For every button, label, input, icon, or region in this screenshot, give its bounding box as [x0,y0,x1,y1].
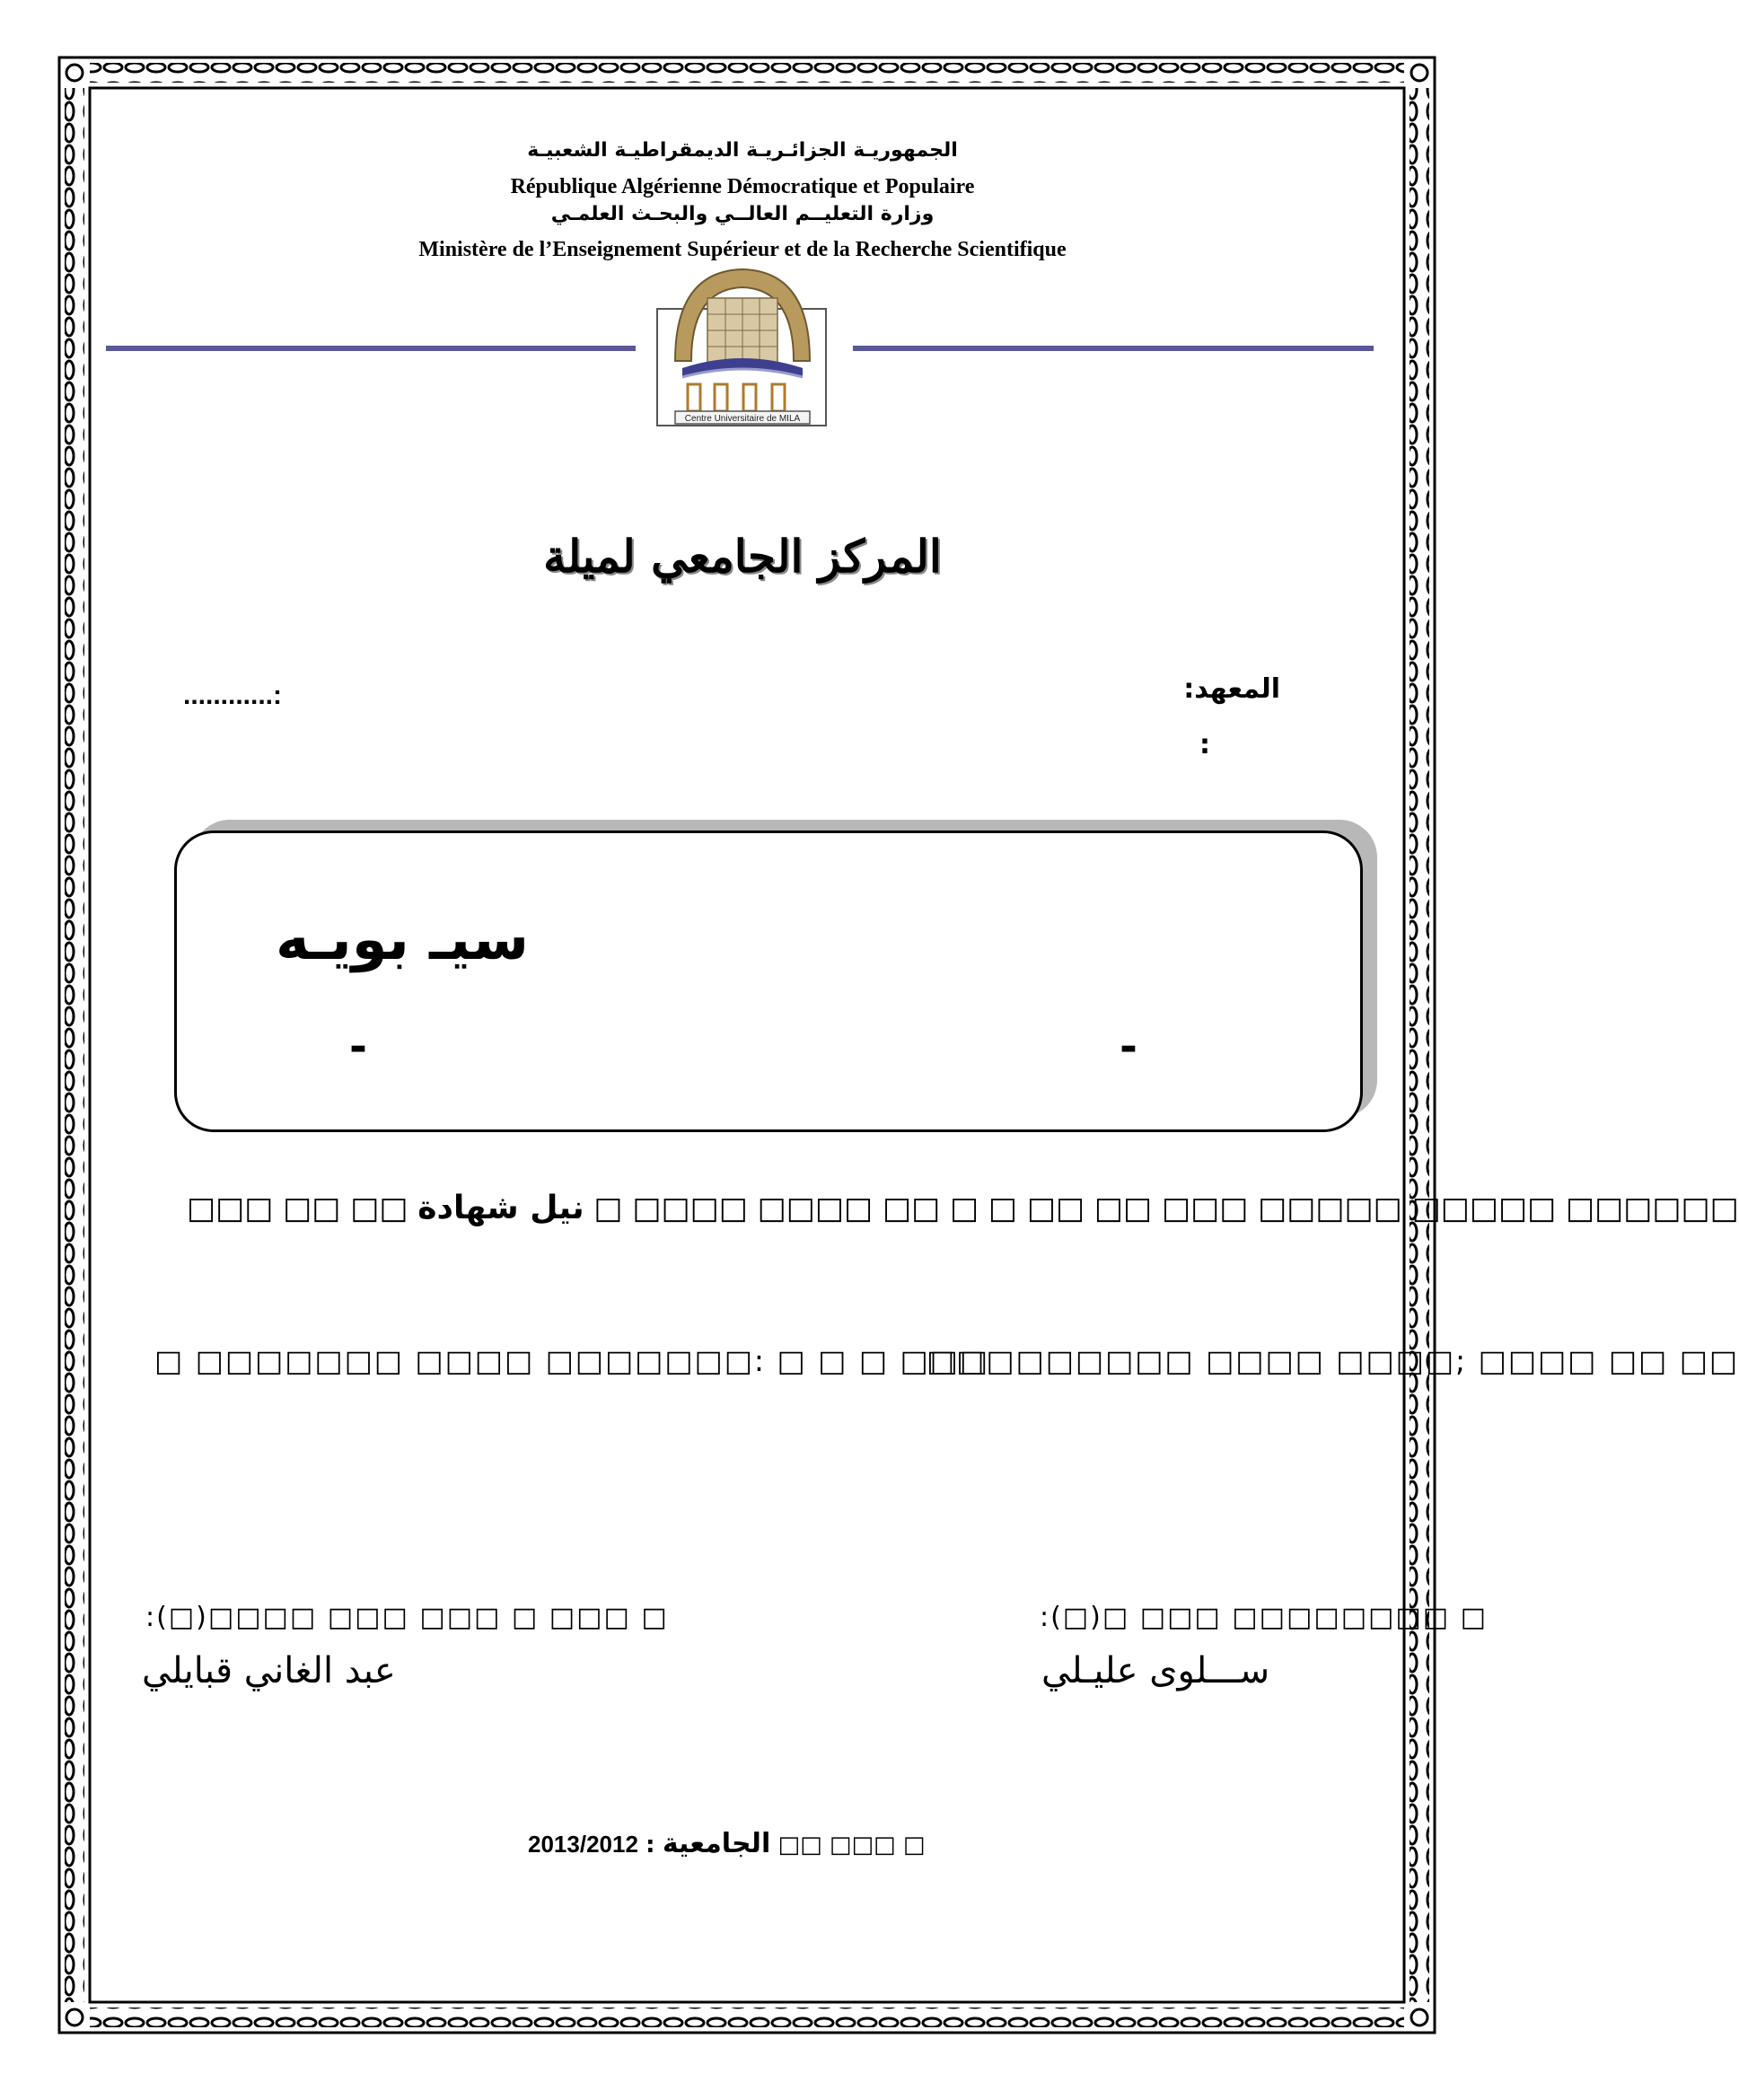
academic-year-label: الجامعية [662,1828,771,1859]
supervisor-name: عبد الغاني قبايلي [142,1650,396,1691]
header-rule-right [853,346,1374,351]
institution-title: المركز الجامعي لميلة [543,530,942,583]
degree-line [187,1190,1739,1226]
student-label: :(□)□ □□□ □□□□□□□□ □ [1040,1602,1488,1633]
thesis-title-box [174,830,1363,1132]
specialty-right: □□□□□□□□□ □□□□ □□□□; □□□□ □□ □□ [927,1343,1739,1378]
academic-year-value: 2013/2012 [528,1831,638,1858]
ministry-french: Ministère de l’Enseignement Supérieur et de la Recherche Scientifique [418,238,1067,261]
title-dash-right: - [1120,1022,1137,1072]
specialty-left: □ □□□□□□□ □□□□ □□□□□□□: □ □ □ □□□ [154,1343,990,1378]
degree-prefix: □□□ □□ □□ [187,1191,408,1226]
degree-highlight: نيل شهادة [417,1190,584,1226]
title-dash-left: - [349,1022,367,1072]
thesis-title-name: سيـ بويـه [276,907,530,973]
academic-year-line [528,1828,925,1859]
republic-arabic: الجمهوريـة الجزائـريـة الديمقراطيـة الشعبيـة [527,139,958,162]
supervisor-label: :(□)□□□□ □□□ □□□ □ □□□ □ [145,1602,669,1633]
university-logo [655,262,830,427]
degree-suffix: □ □□□□ □□□□ □□ □ □ □□ □□ □□□ □□□□□ □□□□□ □□□□□□ [593,1191,1739,1226]
ministry-arabic: وزارة التعليــم العالــي والبحـث العلمـي [550,203,935,225]
header-rule-left [106,346,636,351]
republic-french: République Algérienne Démocratique et Populaire [510,175,975,198]
student-name: ســـلوى عليـلي [1041,1650,1270,1691]
academic-year-boxes: □□ □□□ □ [777,1832,926,1858]
department-field: ............: [183,681,283,710]
academic-year-colon: : [646,1832,655,1858]
logo-caption: Centre Universitaire de MILA [684,414,801,424]
institute-label: المعهد: [1183,673,1280,705]
institute-colon: : [1199,729,1210,760]
